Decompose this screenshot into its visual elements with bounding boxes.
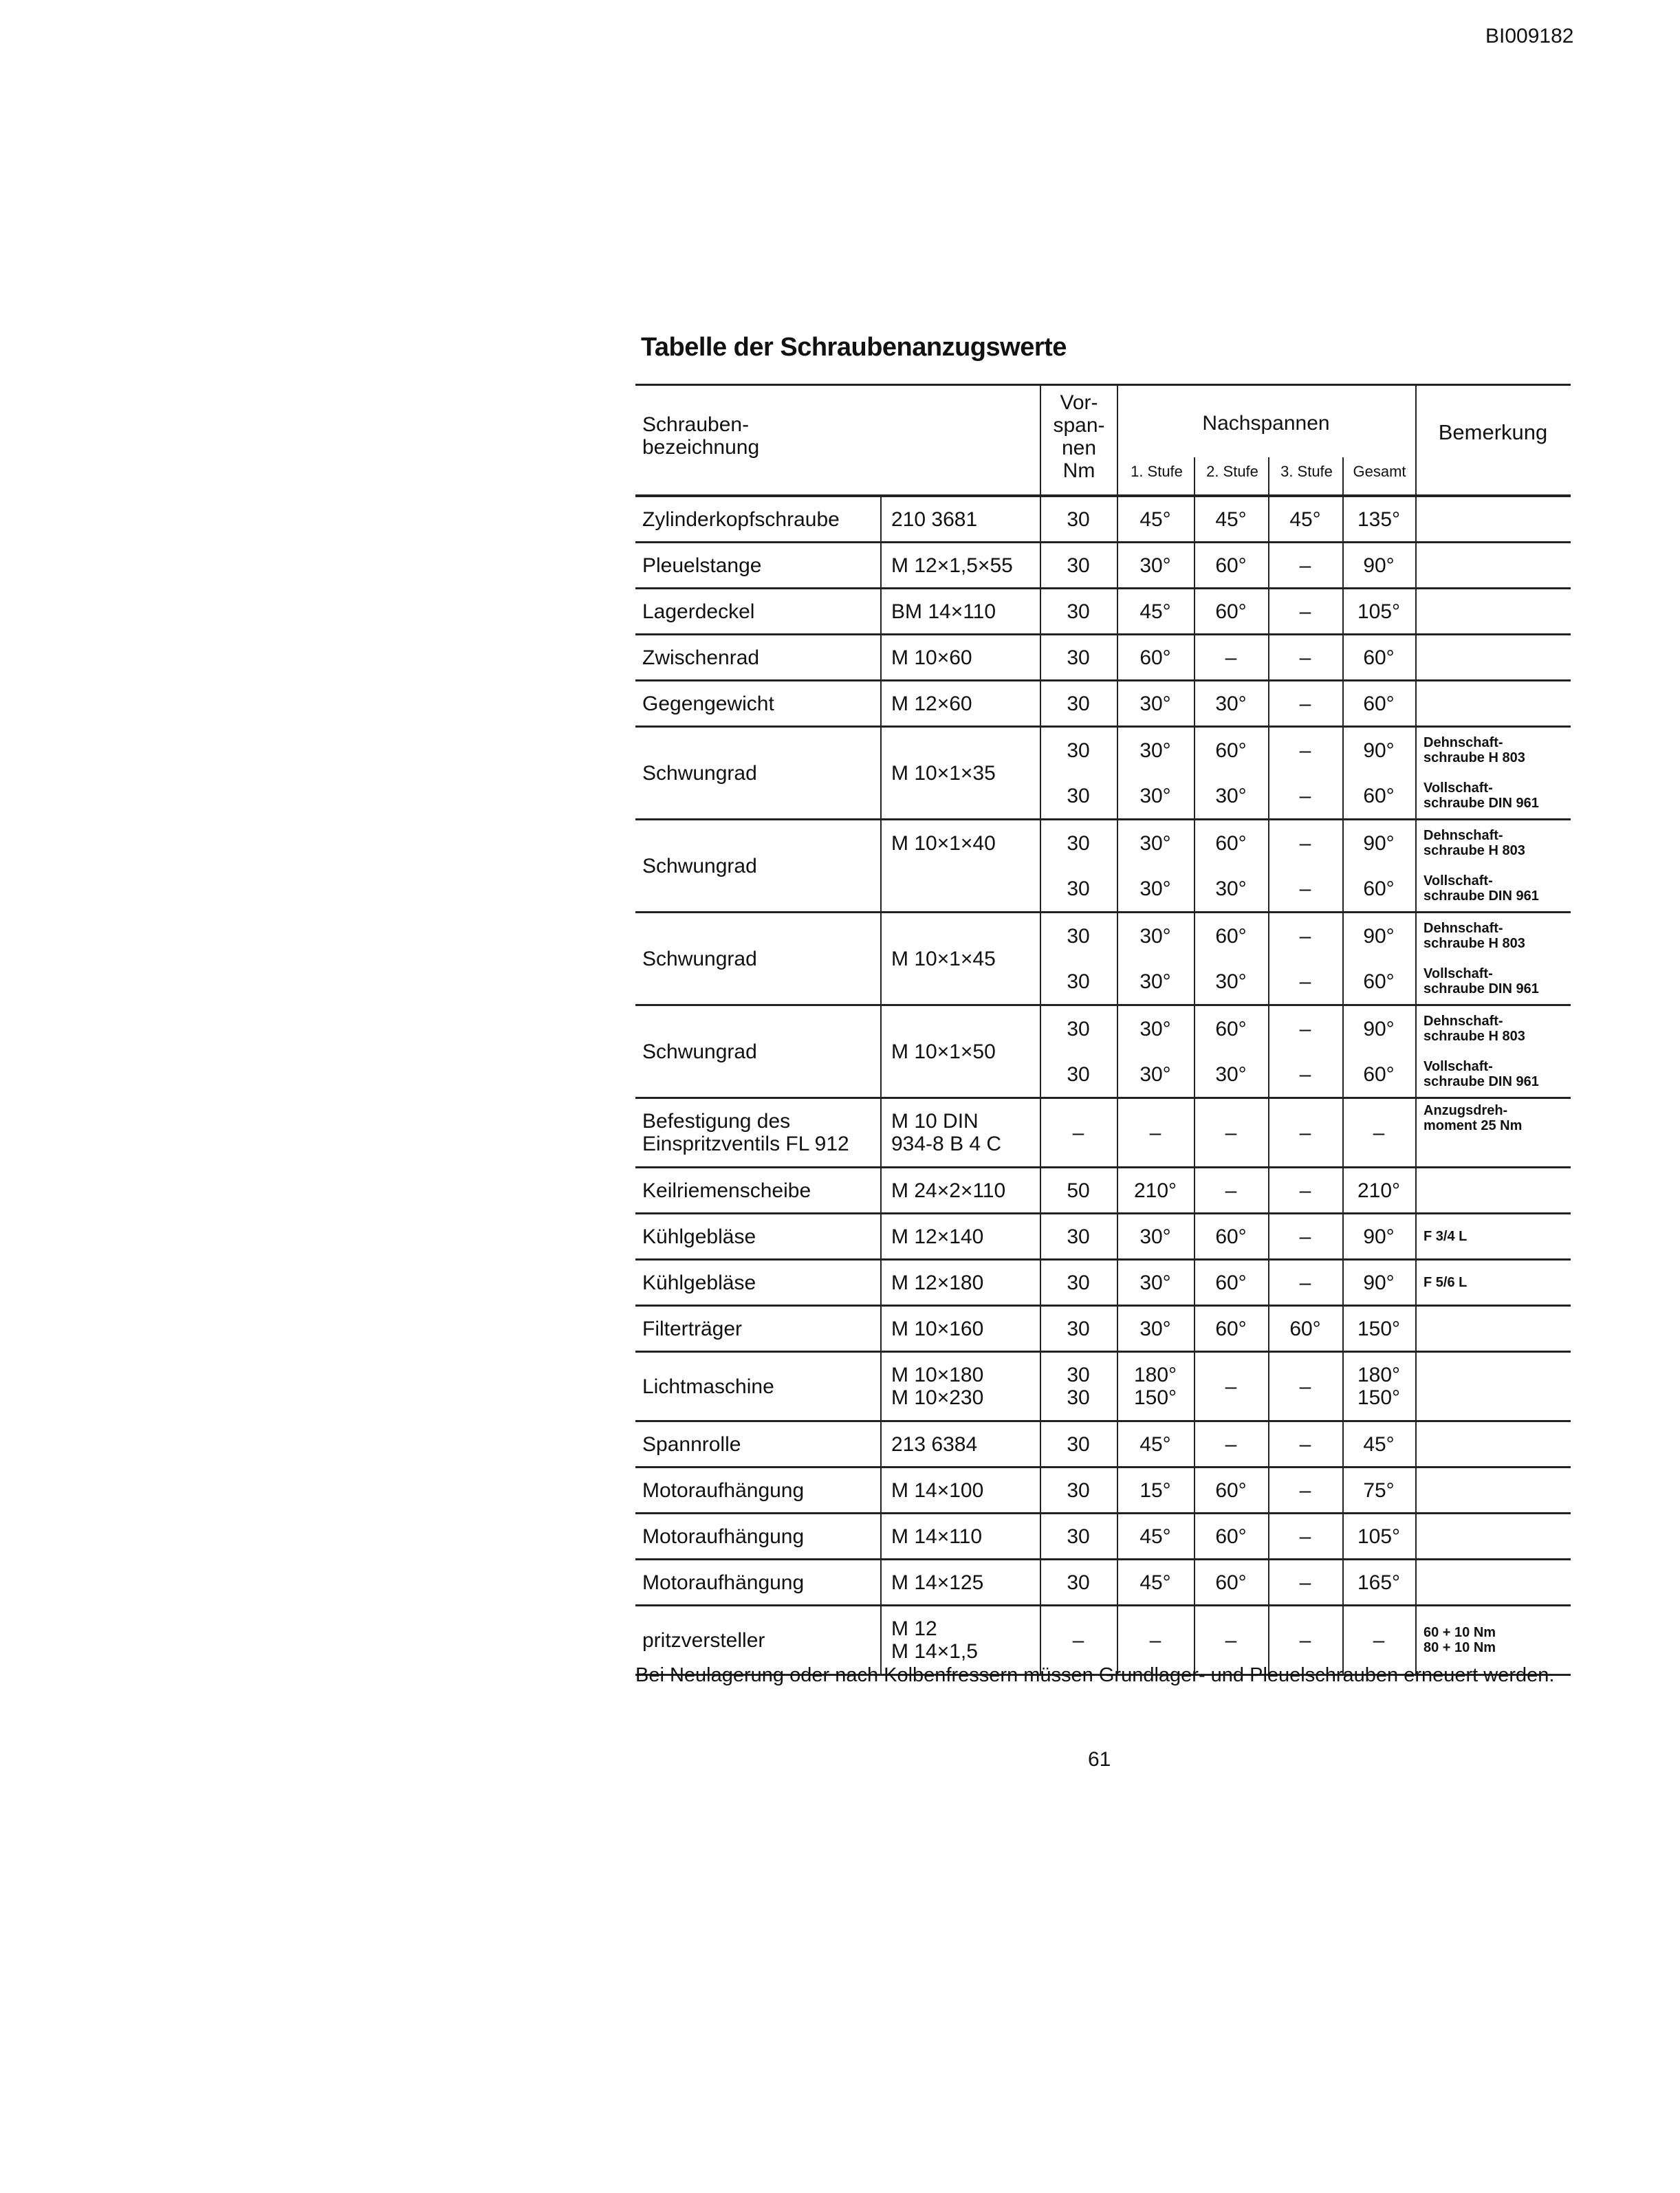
value-cell-vor: 30 [1067,554,1090,577]
screw-size-cell: M 10×1×50 [891,1040,996,1063]
value-cell-s1: 30° [1139,831,1171,855]
remark-cell [1423,1353,1568,1420]
remark-cell [1423,1168,1568,1212]
column-divider [880,1353,882,1420]
value-cell-s3: – [1299,1628,1311,1652]
header-nachspannen: Nachspannen [1202,412,1330,435]
screw-size-cell: M 10×1×40 [891,831,996,855]
value-cell-s1: 45° [1139,1571,1171,1594]
value-cell-s2: 60° [1215,600,1247,623]
screw-name-cell: Spannrolle [642,1432,741,1456]
value-cell-s2: – [1225,1628,1237,1652]
column-divider [1415,497,1417,541]
table-row [635,1514,1571,1560]
value-cell-s2: 60° [1215,1479,1247,1502]
value-cell-s2: 30° [1215,877,1247,900]
table-row [635,1422,1571,1468]
value-cell-s1: 210° [1133,1179,1177,1202]
column-divider [880,1468,882,1512]
value-cell-vor: 30 [1067,831,1090,855]
column-divider [880,1214,882,1258]
table-row [635,728,1571,820]
column-divider [1415,1214,1417,1258]
column-divider [880,1168,882,1212]
header-divider [1342,457,1344,494]
value-cell-s2: 60° [1215,1017,1247,1040]
table-row [635,681,1571,728]
value-cell-vor: 30 [1067,1525,1090,1548]
value-cell-s2: 60° [1215,739,1247,762]
page-title: Tabelle der Schraubenanzugswerte [641,333,1067,362]
header-stufe-2: 2. Stufe [1206,463,1258,480]
value-cell-s3: – [1299,1271,1311,1294]
screw-size-cell: M 12×180 [891,1271,984,1294]
value-cell-ges: 90° [1363,554,1395,577]
column-divider [880,1560,882,1604]
table-row [635,820,1571,913]
column-divider [1415,1261,1417,1305]
value-cell-ges: – [1373,1121,1385,1144]
value-cell-vor: 50 [1067,1179,1090,1202]
screw-name-cell: Schwungrad [642,1040,757,1063]
screw-size-cell: M 24×2×110 [891,1179,1006,1202]
value-cell-ges: 60° [1363,970,1395,993]
value-cell-s2: 60° [1215,831,1247,855]
table-row [635,1099,1571,1168]
value-cell-s2: 60° [1215,1525,1247,1548]
screw-name-cell: Zwischenrad [642,646,760,669]
column-divider [880,913,882,1004]
value-cell-vor: 30 [1067,1017,1090,1040]
value-cell-s3: – [1299,1432,1311,1456]
value-cell-s2: 60° [1215,1271,1247,1294]
value-cell-s2: 30° [1215,692,1247,715]
screw-size-cell: M 12 M 14×1,5 [891,1617,978,1663]
column-divider [880,497,882,541]
screw-size-cell: M 12×1,5×55 [891,554,1013,577]
column-divider [1415,728,1417,818]
value-cell-ges: 105° [1357,600,1401,623]
value-cell-s2: 45° [1215,508,1247,531]
screw-name-cell: Lagerdeckel [642,600,755,623]
value-cell-vor: 30 [1067,692,1090,715]
column-divider [1415,1560,1417,1604]
value-cell-vor: 30 30 [1067,1364,1090,1409]
value-cell-s2: 60° [1215,1317,1247,1340]
value-cell-s1: 180° 150° [1133,1364,1177,1409]
remark-cell [1423,497,1568,541]
column-divider [1415,1006,1417,1097]
screw-name-cell: Kühlgebläse [642,1225,756,1248]
value-cell-s2: 60° [1215,1225,1247,1248]
table-row [635,589,1571,635]
screw-size-cell: M 12×60 [891,692,972,715]
value-cell-s1: 30° [1139,692,1171,715]
remark-cell [1423,543,1568,587]
table-body [635,497,1571,1676]
value-cell-s1: – [1149,1628,1161,1652]
table-row [635,1168,1571,1214]
value-cell-s1: 45° [1139,508,1171,531]
value-cell-s1: 30° [1139,924,1171,948]
remark-cell: Dehnschaft- schraube H 803 [1423,921,1525,951]
table-row [635,913,1571,1006]
value-cell-s3: – [1299,1017,1311,1040]
table-row [635,635,1571,681]
value-cell-vor: 30 [1067,739,1090,762]
screw-size-cell: M 12×140 [891,1225,984,1248]
value-cell-s3: – [1299,646,1311,669]
column-divider [1415,589,1417,633]
screw-size-cell: M 10×180 M 10×230 [891,1364,984,1409]
table-row [635,543,1571,589]
screw-name-cell: pritzversteller [642,1628,765,1652]
table-row [635,497,1571,543]
value-cell-s3: – [1299,924,1311,948]
header-name: Schrauben- bezeichnung [642,413,760,459]
column-divider [1415,820,1417,911]
value-cell-ges: 45° [1363,1432,1395,1456]
value-cell-s1: 30° [1139,1062,1171,1086]
screw-size-cell: M 10 DIN 934-8 B 4 C [891,1110,1002,1155]
value-cell-s2: – [1225,1179,1237,1202]
value-cell-s3: – [1299,739,1311,762]
remark-cell [1423,589,1568,633]
screw-name-cell: Befestigung des Einspritzventils FL 912 [642,1110,849,1155]
value-cell-s1: 30° [1139,877,1171,900]
header-divider [1194,457,1195,494]
value-cell-ges: 90° [1363,831,1395,855]
remark-cell: Vollschaft- schraube DIN 961 [1423,966,1539,996]
value-cell-s1: 30° [1139,970,1171,993]
value-cell-ges: 150° [1357,1317,1401,1340]
table-row [635,1353,1571,1422]
remark-cell: F 3/4 L [1423,1229,1468,1244]
screw-name-cell: Motoraufhängung [642,1525,805,1548]
value-cell-s2: 30° [1215,784,1247,807]
value-cell-ges: 60° [1363,784,1395,807]
value-cell-s1: 45° [1139,1432,1171,1456]
value-cell-s3: – [1299,1225,1311,1248]
remark-cell [1423,1422,1568,1466]
value-cell-s1: 30° [1139,1225,1171,1248]
column-divider [1415,913,1417,1004]
value-cell-ges: 180° 150° [1357,1364,1401,1409]
value-cell-s3: – [1299,784,1311,807]
footnote: Bei Neulagerung oder nach Kolbenfressern müssen Grundlager- und Pleuelschrauben erneuert werden. [635,1664,1555,1686]
column-divider [880,1006,882,1097]
column-divider [1415,681,1417,725]
value-cell-ges: 90° [1363,1225,1395,1248]
screw-name-cell: Schwungrad [642,854,757,877]
value-cell-s1: 30° [1139,739,1171,762]
header-gesamt: Gesamt [1353,463,1406,480]
value-cell-s1: 30° [1139,554,1171,577]
value-cell-s1: 45° [1139,600,1171,623]
screw-size-cell: M 14×100 [891,1479,984,1502]
value-cell-s3: 45° [1289,508,1321,531]
value-cell-ges: 90° [1363,924,1395,948]
value-cell-s3: – [1299,692,1311,715]
remark-cell [1423,1560,1568,1604]
screw-size-cell: M 10×160 [891,1317,984,1340]
remark-cell [1423,681,1568,725]
remark-cell: Dehnschaft- schraube H 803 [1423,828,1525,858]
column-divider [880,1514,882,1558]
value-cell-s1: – [1149,1121,1161,1144]
remark-cell: F 5/6 L [1423,1275,1468,1290]
value-cell-s3: – [1299,1375,1311,1398]
screw-size-cell: M 14×125 [891,1571,984,1594]
column-divider [880,635,882,679]
header-bemerkung: Bemerkung [1438,420,1548,444]
column-divider [1415,635,1417,679]
value-cell-ges: 135° [1357,508,1401,531]
value-cell-vor: 30 [1067,1432,1090,1456]
remark-cell: Vollschaft- schraube DIN 961 [1423,781,1539,811]
value-cell-s3: – [1299,1179,1311,1202]
header-stufe-1: 1. Stufe [1131,463,1183,480]
value-cell-vor: 30 [1067,600,1090,623]
value-cell-ges: 105° [1357,1525,1401,1548]
value-cell-ges: 165° [1357,1571,1401,1594]
value-cell-s1: 30° [1139,1017,1171,1040]
header-divider [1040,386,1041,494]
table-row [635,1261,1571,1307]
value-cell-s2: 30° [1215,1062,1247,1086]
value-cell-ges: 210° [1357,1179,1401,1202]
value-cell-s3: – [1299,1479,1311,1502]
table-header [635,384,1571,497]
value-cell-s2: 30° [1215,970,1247,993]
column-divider [1415,1353,1417,1420]
column-divider [880,681,882,725]
value-cell-ges: 75° [1363,1479,1395,1502]
screw-name-cell: Filterträger [642,1317,743,1340]
value-cell-s3: – [1299,831,1311,855]
value-cell-s2: 60° [1215,1571,1247,1594]
header-stufe-3: 3. Stufe [1280,463,1333,480]
screw-size-cell: M 10×1×35 [891,761,996,785]
value-cell-ges: 90° [1363,739,1395,762]
torque-table [635,384,1571,1676]
value-cell-s3: – [1299,1525,1311,1548]
screw-name-cell: Zylinderkopfschraube [642,508,840,531]
remark-cell: Vollschaft- schraube DIN 961 [1423,873,1539,904]
value-cell-ges: 60° [1363,877,1395,900]
value-cell-ges: 60° [1363,692,1395,715]
column-divider [1415,543,1417,587]
remark-cell [1423,1307,1568,1351]
value-cell-s1: 30° [1139,1271,1171,1294]
screw-name-cell: Pleuelstange [642,554,762,577]
remark-cell [1423,1514,1568,1558]
value-cell-s2: – [1225,1375,1237,1398]
column-divider [1415,1099,1417,1166]
screw-name-cell: Motoraufhängung [642,1479,805,1502]
table-row [635,1560,1571,1606]
column-divider [880,543,882,587]
value-cell-ges: 90° [1363,1271,1395,1294]
value-cell-vor: 30 [1067,1271,1090,1294]
value-cell-vor: 30 [1067,1225,1090,1248]
remark-cell: Dehnschaft- schraube H 803 [1423,1014,1525,1044]
column-divider [880,820,882,911]
column-divider [880,728,882,818]
header-divider [1415,386,1417,494]
table-row [635,1468,1571,1514]
value-cell-s2: – [1225,1121,1237,1144]
value-cell-s3: 60° [1289,1317,1321,1340]
value-cell-ges: 90° [1363,1017,1395,1040]
column-divider [1415,1168,1417,1212]
value-cell-s3: – [1299,1062,1311,1086]
value-cell-s3: – [1299,877,1311,900]
screw-name-cell: Lichtmaschine [642,1375,774,1398]
remark-cell [1423,1468,1568,1512]
value-cell-s1: 30° [1139,784,1171,807]
column-divider [1415,1468,1417,1512]
value-cell-vor: 30 [1067,1479,1090,1502]
value-cell-s2: – [1225,1432,1237,1456]
screw-size-cell: M 10×60 [891,646,972,669]
column-divider [1415,1307,1417,1351]
column-divider [1415,1514,1417,1558]
value-cell-s2: – [1225,646,1237,669]
column-divider [880,1099,882,1166]
value-cell-vor: 30 [1067,970,1090,993]
value-cell-s3: – [1299,970,1311,993]
remark-cell: Dehnschaft- schraube H 803 [1423,735,1525,765]
remark-cell: Vollschaft- schraube DIN 961 [1423,1059,1539,1089]
value-cell-vor: 30 [1067,784,1090,807]
remark-cell: 60 + 10 Nm 80 + 10 Nm [1423,1625,1496,1655]
value-cell-s3: – [1299,1121,1311,1144]
header-vorspannen: Vor- span- nen Nm [1053,391,1105,482]
table-row [635,1307,1571,1353]
value-cell-vor: 30 [1067,877,1090,900]
screw-name-cell: Gegengewicht [642,692,774,715]
header-divider [1117,386,1118,494]
column-divider [880,589,882,633]
screw-name-cell: Kühlgebläse [642,1271,756,1294]
screw-size-cell: M 14×110 [891,1525,983,1548]
value-cell-ges: 60° [1363,1062,1395,1086]
value-cell-s3: – [1299,554,1311,577]
value-cell-s1: 45° [1139,1525,1171,1548]
value-cell-ges: 60° [1363,646,1395,669]
value-cell-vor: 30 [1067,1062,1090,1086]
screw-size-cell: BM 14×110 [891,600,996,623]
screw-name-cell: Keilriemenscheibe [642,1179,811,1202]
column-divider [1415,1422,1417,1466]
header-divider [1268,457,1269,494]
column-divider [880,1307,882,1351]
value-cell-vor: – [1072,1121,1084,1144]
screw-name-cell: Motoraufhängung [642,1571,805,1594]
value-cell-s1: 15° [1139,1479,1171,1502]
value-cell-ges: – [1373,1628,1385,1652]
value-cell-vor: 30 [1067,508,1090,531]
value-cell-s2: 60° [1215,924,1247,948]
screw-size-cell: M 10×1×45 [891,947,996,970]
value-cell-s3: – [1299,1571,1311,1594]
value-cell-s2: 60° [1215,554,1247,577]
remark-cell [1423,635,1568,679]
page-number: 61 [1088,1748,1111,1771]
value-cell-vor: 30 [1067,1571,1090,1594]
document-id: BI009182 [1485,25,1574,47]
column-divider [880,1422,882,1466]
table-row [635,1214,1571,1261]
table-row [635,1006,1571,1099]
value-cell-s1: 60° [1139,646,1171,669]
value-cell-vor: 30 [1067,646,1090,669]
value-cell-vor: – [1072,1628,1084,1652]
column-divider [880,1261,882,1305]
screw-size-cell: 213 6384 [891,1432,978,1456]
value-cell-vor: 30 [1067,924,1090,948]
value-cell-vor: 30 [1067,1317,1090,1340]
screw-name-cell: Schwungrad [642,761,757,785]
value-cell-s3: – [1299,600,1311,623]
value-cell-s1: 30° [1139,1317,1171,1340]
remark-cell: Anzugsdreh- moment 25 Nm [1423,1103,1523,1133]
screw-size-cell: 210 3681 [891,508,978,531]
screw-name-cell: Schwungrad [642,947,757,970]
